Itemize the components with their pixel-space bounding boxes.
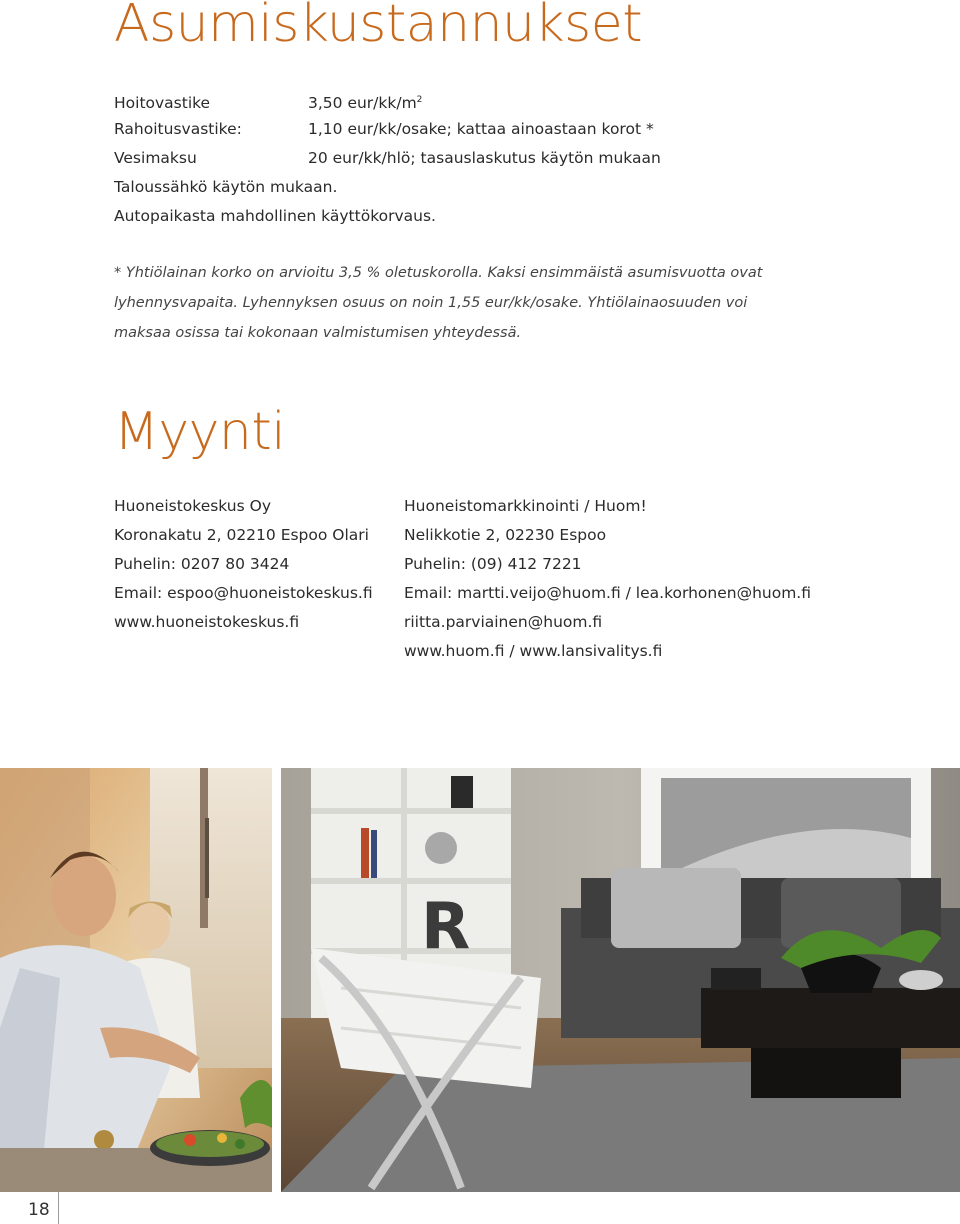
living-room-photo-image (281, 768, 960, 1192)
contact-email: Email: martti.veijo@huom.fi / lea.korhonen@huom.fi (404, 584, 811, 602)
contact-huom (404, 492, 811, 666)
contact-company-name: Huoneistomarkkinointi / Huom! (404, 497, 647, 515)
contact-website: www.huoneistokeskus.fi (114, 613, 300, 631)
page-number-divider (58, 1192, 59, 1224)
cost-row-financing (114, 115, 661, 144)
cost-line-text: Autopaikasta mahdollinen käyttökorvaus. (114, 207, 436, 225)
costs-table (114, 86, 661, 231)
contact-company-name: Huoneistokeskus Oy (114, 497, 271, 515)
cost-line-electricity (114, 173, 661, 202)
cost-row-maintenance (114, 86, 661, 115)
cost-label: Hoitovastike (114, 94, 211, 112)
cost-value: 1,10 eur/kk/osake; kattaa ainoastaan korot * (308, 120, 654, 138)
contact-address: Koronakatu 2, 02210 Espoo Olari (114, 526, 369, 544)
cost-line-text: Taloussähkö käytön mukaan. (114, 178, 338, 196)
cost-value (308, 86, 422, 118)
cost-label: Vesimaksu (114, 149, 197, 167)
contact-email: Email: espoo@huoneistokeskus.fi (114, 584, 373, 602)
cost-line-parking (114, 202, 661, 231)
unit-superscript: 2 (416, 95, 423, 105)
contact-huoneistokeskus (114, 492, 373, 637)
contact-address: Nelikkotie 2, 02230 Espoo (404, 526, 607, 544)
cost-value: 20 eur/kk/hlö; tasauslaskutus käytön mukaan (308, 149, 661, 167)
contact-phone: Puhelin: 0207 80 3424 (114, 555, 290, 573)
page-number: 18 (28, 1200, 50, 1220)
kitchen-photo-image (0, 768, 272, 1192)
costs-heading: Asumiskustannukset (114, 0, 643, 54)
kitchen-photo (0, 768, 272, 1192)
sales-heading: Myynti (114, 402, 286, 462)
contact-email-secondary: riitta.parviainen@huom.fi (404, 613, 603, 631)
living-room-photo (281, 768, 960, 1192)
cost-value-text: 3,50 eur/kk/m (308, 94, 417, 112)
contact-phone: Puhelin: (09) 412 7221 (404, 555, 582, 573)
loan-footnote: * Yhtiölainan korko on arvioitu 3,5 % oletuskorolla. Kaksi ensimmäistä asumisvuotta ovat lyhennysvapaita. Lyhennyksen osuus on noin 1,55 eur/kk/osake. Yhtiölainaosuuden voi maksaa osissa tai kokonaan valmistumisen yhteydessä. (114, 265, 763, 341)
svg-text:R: R (421, 890, 471, 964)
cost-row-water (114, 144, 661, 173)
contact-website: www.huom.fi / www.lansivalitys.fi (404, 642, 663, 660)
cost-label: Rahoitusvastike: (114, 120, 242, 138)
